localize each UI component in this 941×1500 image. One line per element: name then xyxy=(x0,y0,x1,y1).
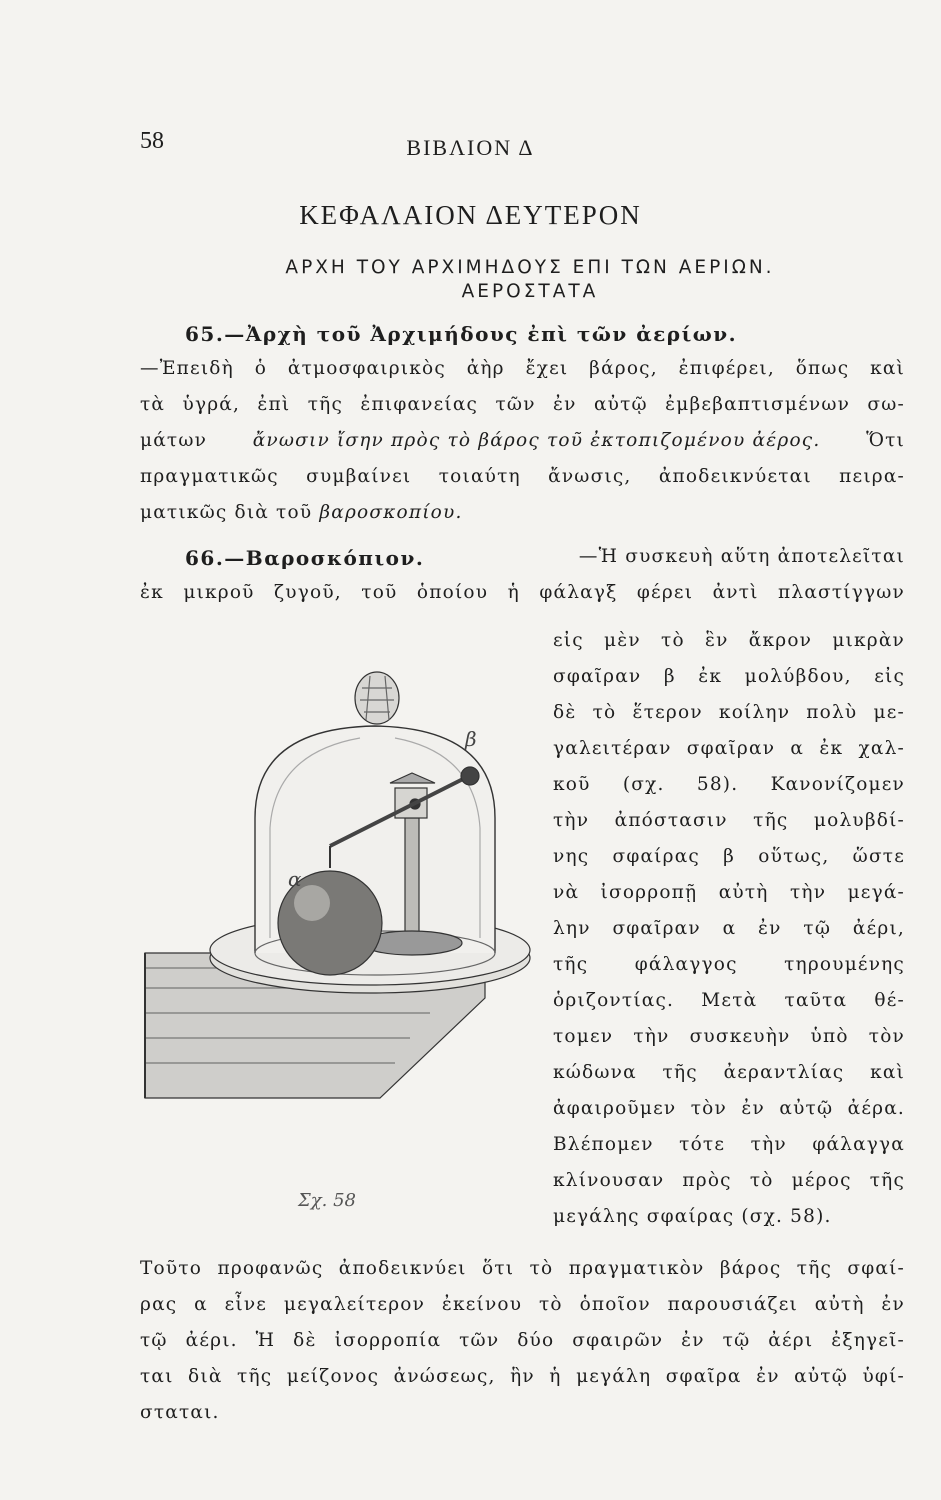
chapter-subtitle-line-1: ΑΡΧΗ ΤΟΥ ΑΡΧΙΜΗΔΟΥΣ ΕΠΙ ΤΩΝ ΑΕΡΙΩΝ. xyxy=(285,257,775,278)
bottom-line: τῷ ἀέρι. Ἡ δὲ ἰσορροπία τῶν δύο σφαιρῶν ἐν τῷ ἀέρι ἐξηγεῖ- xyxy=(140,1330,905,1351)
column-line: τὴν ἀπόστασιν τῆς μολυβδί- xyxy=(553,810,905,831)
column-line: Βλέπομεν τότε τὴν φάλαγγα xyxy=(553,1134,905,1155)
label-beta: β xyxy=(465,727,477,751)
column-line: νὰ ἰσορροπῇ αὐτὴ τὴν μεγά- xyxy=(553,882,905,903)
section-66-heading: 66.—Βαροσκόπιον. xyxy=(185,546,425,570)
column-line: κλίνουσαν πρὸς τὸ μέρος τῆς xyxy=(553,1170,905,1191)
column-line: εἰς μὲν τὸ ἓν ἄκρον μικρὰν xyxy=(553,630,905,651)
bottom-line: ται διὰ τῆς μείζονος ἀνώσεως, ἣν ἡ μεγάλη σφαῖρα ἐν αὐτῷ ὑφί- xyxy=(140,1366,905,1387)
bottom-line: σταται. xyxy=(140,1402,220,1423)
section-65-heading: 65.—Ἀρχὴ τοῦ Ἀρχιμήδους ἐπὶ τῶν ἀερίων. xyxy=(185,322,738,346)
column-line: σφαῖραν β ἐκ μολύβδου, εἰς xyxy=(553,666,905,687)
page-number: 58 xyxy=(140,128,164,154)
column-line: νης σφαίρας β οὕτως, ὥστε xyxy=(553,846,905,867)
column-line: ἀφαιροῦμεν τὸν ἐν αὐτῷ ἀέρα. xyxy=(553,1098,905,1119)
section-66-line-1-rest: —Ἡ συσκευὴ αὕτη ἀποτελεῖται xyxy=(578,546,905,567)
column-line: λην σφαῖραν α ἐν τῷ ἀέρι, xyxy=(553,918,905,939)
section-65-line-4: πραγματικῶς συμβαίνει τοιαύτη ἄνωσις, ἀποδεικνύεται πειρα- xyxy=(140,466,905,487)
section-65-italic-phrase: ἄνωσιν ἴσην πρὸς τὸ βάρος τοῦ ἐκτοπιζομένου ἀέρος. xyxy=(252,430,821,451)
figure-caption: Σχ. 58 xyxy=(298,1190,356,1211)
bottom-line: Τοῦτο προφανῶς ἀποδεικνύει ὅτι τὸ πραγματικὸν βάρος τῆς σφαί- xyxy=(140,1258,905,1279)
section-65-line-5-start: ματικῶς διὰ τοῦ xyxy=(140,502,313,523)
column-line: μεγάλης σφαίρας (σχ. 58). xyxy=(553,1206,832,1227)
section-65-line-1: —Ἐπειδὴ ὁ ἀτμοσφαιρικὸς ἀὴρ ἔχει βάρος, ἐπιφέρει, ὅπως καὶ xyxy=(140,358,905,379)
column-line: τῆς φάλαγγος τηρουμένης xyxy=(553,954,905,975)
column-line: δὲ τὸ ἕτερον κοίλην πολὺ με- xyxy=(553,702,905,723)
bell-jar-knob xyxy=(355,672,399,724)
column-line: κοῦ (σχ. 58). Κανονίζομεν xyxy=(553,774,905,795)
barometer-term: βαροσκοπίου. xyxy=(319,502,463,523)
column-line: ὁριζοντίας. Μετὰ ταῦτα θέ- xyxy=(553,990,905,1011)
column-line: κώδωνα τῆς ἀεραντλίας καὶ xyxy=(553,1062,905,1083)
baroscope-figure xyxy=(140,668,540,1168)
running-head: ΒΙΒΛΙΟΝ Δ xyxy=(406,135,535,160)
section-65-line-5 xyxy=(140,502,463,523)
chapter-subtitle-line-2: ΑΕΡΟΣΤΑΤΑ xyxy=(461,281,599,302)
section-66-line-2: ἐκ μικροῦ ζυγοῦ, τοῦ ὁποίου ἡ φάλαγξ φέρει ἀντὶ πλαστίγγων xyxy=(140,582,905,603)
column-line: γαλειτέραν σφαῖραν α ἐκ χαλ- xyxy=(553,738,905,759)
section-65-line-2: τὰ ὑγρά, ἐπὶ τῆς ἐπιφανείας τῶν ἐν αὐτῷ ἐμβεβαπτισμένων σω- xyxy=(140,394,905,415)
small-sphere-beta xyxy=(461,767,479,785)
column-line: τομεν τὴν συσκευὴν ὑπὸ τὸν xyxy=(553,1026,905,1047)
section-66-line-1 xyxy=(185,546,905,570)
section-65-line-3-end: Ὅτι xyxy=(866,430,905,451)
section-65-line-3 xyxy=(140,430,905,451)
section-65-line-3-start: μάτων xyxy=(140,430,208,451)
chapter-title: ΚΕΦΑΛΑΙΟΝ ΔΕΥΤΕΡΟΝ xyxy=(299,200,642,230)
bottom-line: ρας α εἶνε μεγαλείτερον ἐκείνου τὸ ὁποῖον παρουσιάζει αὐτὴ ἐν xyxy=(140,1294,905,1315)
chapter-subtitle xyxy=(150,256,910,304)
label-alpha: α xyxy=(288,867,302,891)
